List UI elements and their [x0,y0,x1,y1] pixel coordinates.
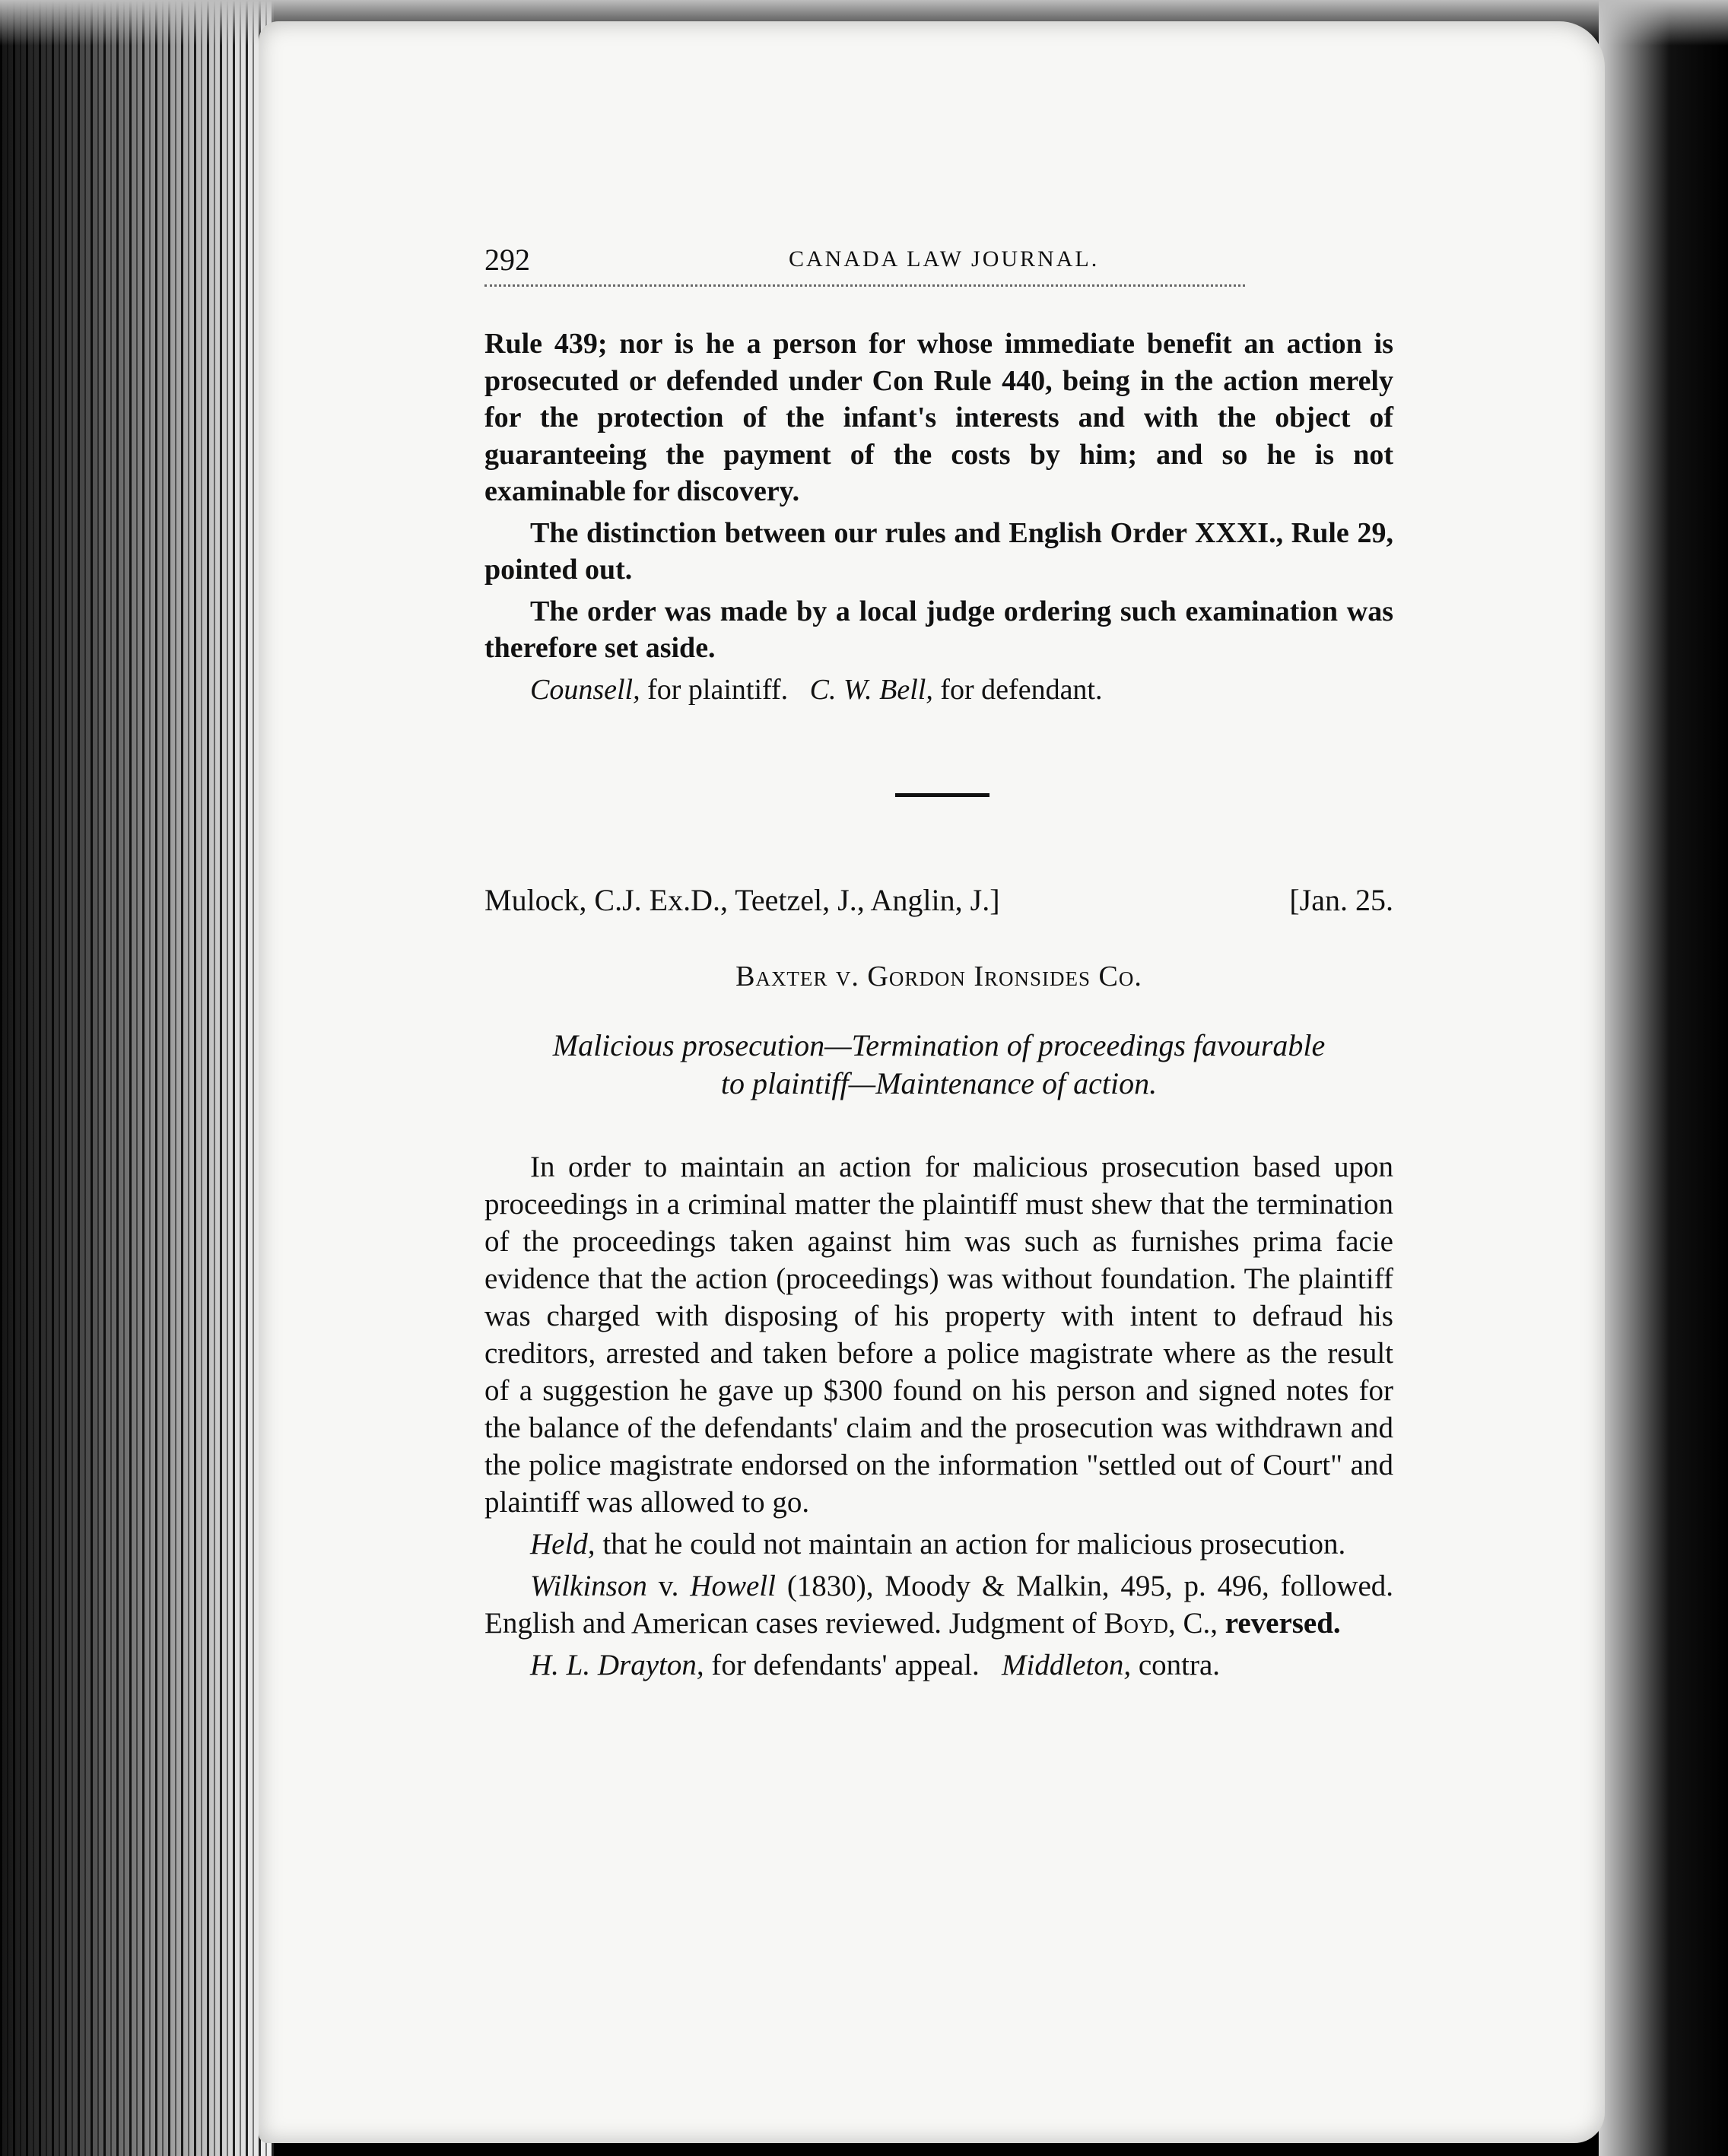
section-divider [895,793,989,797]
paragraph: The order was made by a local judge ordering such examination was therefore set aside. [484,595,1393,664]
case-name-b: Howell [690,1570,776,1602]
scanner-left-edge [0,0,274,2156]
case-title: Baxter v. Gordon Ironsides Co. [735,961,1142,992]
second-case-text [484,1148,1393,1684]
first-case-text [484,325,1393,708]
plaintiff-counsel-role: for plaintiff. [647,673,789,706]
counsel-line [484,1646,1393,1684]
page-number: 292 [484,243,530,277]
judge-name: Boyd, C., [1104,1607,1218,1640]
versus: v. [658,1570,679,1602]
plaintiff-counsel-name: Counsell, [530,673,640,706]
held-label: Held, [530,1528,596,1561]
paragraph: Rule 439; nor is he a person for whose immediate benefit an action is prosecuted or defended under Con Rule 440, being in the action merely for the protection of the infant's interests and with the object of guaranteeing the payment of the costs by him; and so he is not examinable for discovery. [484,328,1393,507]
held-text: that he could not maintain an action for malicious prosecution. [602,1528,1346,1561]
headnote [484,1027,1393,1103]
counsel-line [484,672,1393,709]
defendant-counsel-name: C. W. Bell, [809,673,933,706]
paragraph: The distinction between our rules and English Order XXXI., Rule 29, pointed out. [484,516,1393,586]
judgment-outcome: reversed. [1225,1607,1341,1640]
defendant-counsel-role: for defendant. [940,673,1103,706]
judges: Mulock, C.J. Ex.D., Teetzel, J., Anglin, J.] [484,883,1000,917]
journal-title: CANADA LAW JOURNAL. [789,246,1100,271]
appellant-counsel-role: for defendants' appeal. [711,1649,980,1681]
respondent-counsel-name: Middleton, [1002,1649,1132,1681]
held-paragraph [484,1526,1393,1563]
running-head [484,242,1393,287]
header-rule [484,284,1245,287]
paragraph: In order to maintain an action for malicious prosecution based upon proceedings in a criminal matter the plaintiff must shew that the termination of the proceedings taken against him was such as furnishes prima facie evidence that the action (proceedings) was without foundation. The plaintiff was charged with disposing of his property with intent to defraud his creditors, arrested and taken before a police magistrate where as the result of a suggestion he gave up $300 found on his person and signed notes for the balance of the defendants' claim and the prosecution was withdrawn and the police magistrate endorsed on the information "settled out of Court" and plaintiff was allowed to go. [484,1151,1393,1519]
respondent-counsel-role: contra. [1138,1649,1221,1681]
judges-line [484,882,1393,928]
case-name-a: Wilkinson [530,1570,647,1602]
headnote-line: to plaintiff—Maintenance of action. [720,1066,1158,1100]
citation-paragraph [484,1567,1393,1642]
headnote-line: Malicious prosecution—Termination of proceedings favourable [552,1028,1326,1062]
scanner-right-edge [1599,0,1728,2156]
appellant-counsel-name: H. L. Drayton, [530,1649,704,1681]
decision-date: [Jan. 25. [1289,883,1393,917]
citation-reference: (1830), Moody & Malkin, 495, p. 496, followed. English and American cases reviewed. Judgment of [484,1570,1394,1640]
